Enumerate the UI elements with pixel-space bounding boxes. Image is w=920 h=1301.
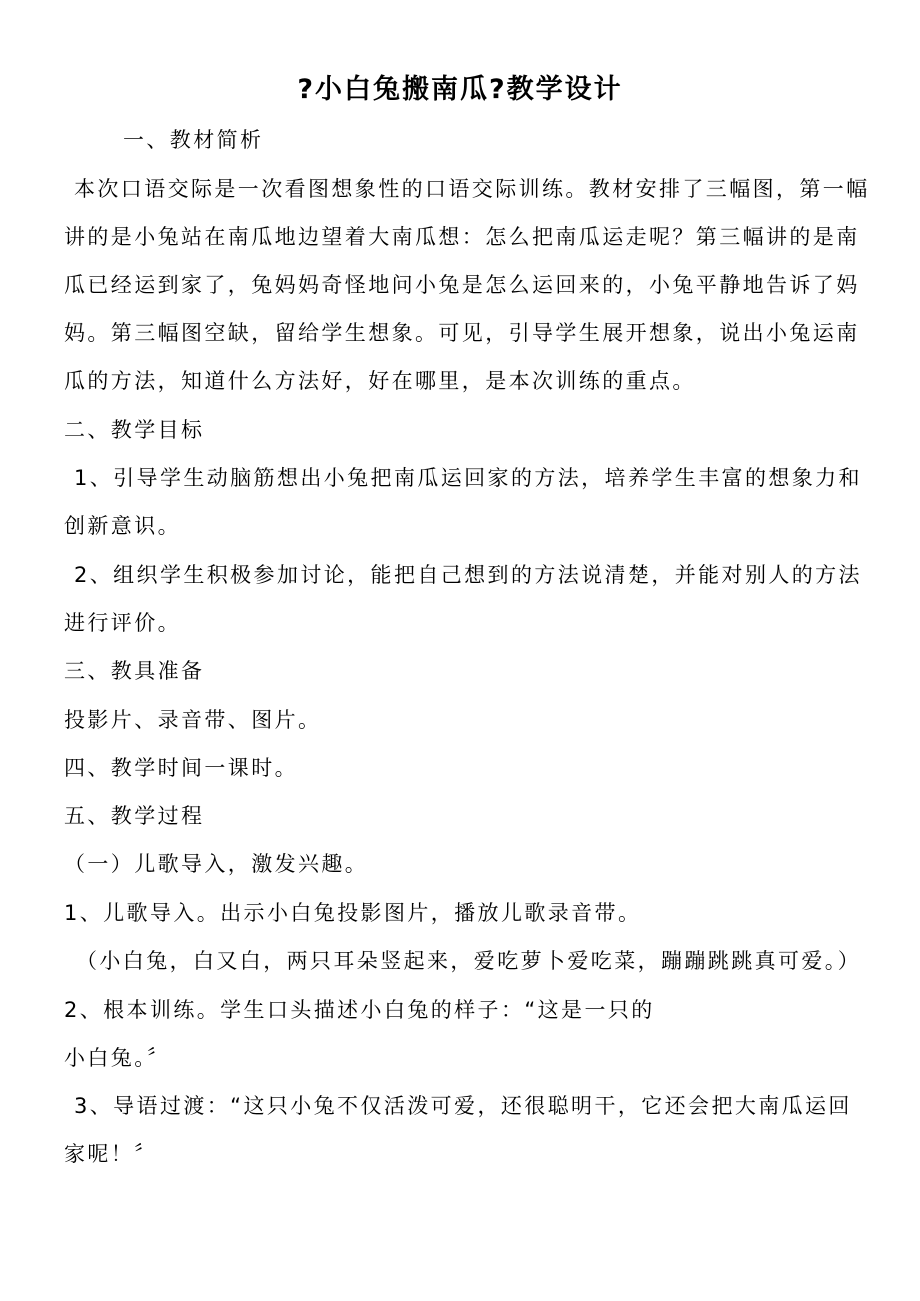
paragraph-line: 瓜的方法，知道什么方法好，好在哪里，是本次训练的重点。 [64, 369, 696, 393]
teaching-aids-text: 投影片、录音带、图片。 [64, 708, 322, 732]
paragraph-line: 讲的是小兔站在南瓜地边望着大南瓜想：怎么把南瓜运走呢？第三幅讲的是南 [64, 225, 860, 249]
section-heading-teaching-aids: 三、教具准备 [64, 659, 205, 683]
subsection-heading: （一）儿歌导入，激发兴趣。 [64, 852, 369, 876]
process-step: 小白兔。〞 [64, 1046, 171, 1070]
goal-line: 进行评价。 [64, 611, 181, 635]
paragraph-line: 瓜已经运到家了，兔妈妈奇怪地问小兔是怎么运回来的，小兔平静地告诉了妈 [64, 273, 860, 297]
process-step: 家呢！〞 [64, 1142, 158, 1166]
nursery-rhyme: （小白兔，白又白，两只耳朵竖起来，爱吃萝卜爱吃菜，蹦蹦跳跳真可爱。） [76, 949, 862, 973]
goal-line: 创新意识。 [64, 514, 181, 538]
goal-line: 2、组织学生积极参加讨论，能把自己想到的方法说清楚，并能对别人的方法 [74, 563, 862, 587]
process-step: 2、根本训练。学生口头描述小白兔的样子：“这是一只的 [64, 998, 655, 1022]
paragraph-line: 本次口语交际是一次看图想象性的口语交际训练。教材安排了三幅图，第一幅 [74, 177, 870, 201]
section-heading-teaching-time: 四、教学时间一课时。 [64, 756, 298, 780]
goal-line: 1、引导学生动脑筋想出小兔把南瓜运回家的方法，培养学生丰富的想象力和 [74, 466, 862, 490]
section-heading-teaching-process: 五、教学过程 [64, 804, 205, 828]
process-step: 1、儿歌导入。出示小白兔投影图片，播放儿歌录音带。 [64, 901, 642, 925]
document-title: ?小白兔搬南瓜?教学设计 [297, 74, 623, 105]
section-heading-teaching-goals: 二、教学目标 [64, 418, 205, 442]
paragraph-line: 妈。第三幅图空缺，留给学生想象。可见，引导学生展开想象，说出小兔运南 [64, 321, 860, 345]
section-heading-textbook-analysis: 一、教材简析 [123, 128, 264, 152]
process-step: 3、导语过渡：“这只小兔不仅活泼可爱，还很聪明干，它还会把大南瓜运回 [74, 1094, 852, 1118]
